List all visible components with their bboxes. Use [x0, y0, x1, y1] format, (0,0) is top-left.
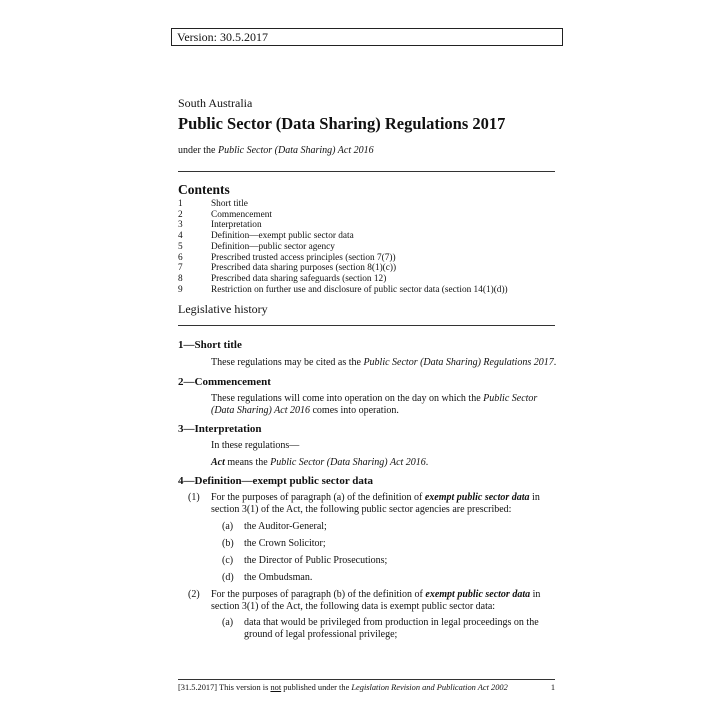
section-4-heading: 4—Definition—exempt public sector data: [178, 475, 374, 487]
paragraph-number: (d): [222, 572, 234, 583]
toc-item[interactable]: [178, 199, 508, 210]
paragraph-text: the Crown Solicitor;: [244, 538, 326, 549]
toc-label: Restriction on further use and disclosure of public sector data (section 14(1)(d)): [211, 284, 508, 295]
toc-number: 9: [178, 284, 183, 295]
toc-item[interactable]: [178, 210, 508, 221]
toc-item[interactable]: [178, 285, 508, 296]
act-name: Public Sector (Data Sharing) Act 2016: [270, 457, 426, 468]
text-run: These regulations will come into operation on the day on which the: [211, 393, 484, 404]
act-name: Public Sector: [483, 393, 538, 404]
text-run: comes into operation.: [309, 405, 399, 416]
paragraph-text: the Director of Public Prosecutions;: [244, 555, 388, 566]
section-1-text: [211, 357, 556, 370]
footer-text: [31.5.2017] This version is: [178, 683, 271, 692]
citation-name: Public Sector (Data Sharing) Regulations 2017: [363, 357, 554, 368]
toc-label: Prescribed trusted access principles (section 7(7)): [211, 252, 396, 263]
toc-label: Definition—exempt public sector data: [211, 231, 354, 242]
section-2-heading: 2—Commencement: [178, 376, 271, 388]
paragraph-number: (a): [222, 617, 234, 628]
text-run: in: [529, 492, 540, 503]
section-3-definition: [211, 457, 428, 470]
toc-item[interactable]: [178, 253, 508, 264]
section-2-text-line-2: [211, 405, 399, 418]
text-run: means the: [224, 457, 271, 468]
toc-number: 7: [178, 263, 183, 274]
toc-number: 3: [178, 220, 183, 231]
toc-label: Prescribed data sharing purposes (section 8(1)(c)): [211, 263, 397, 274]
divider: [178, 325, 555, 326]
toc-item[interactable]: [178, 274, 508, 285]
defined-term: exempt public sector data: [424, 492, 530, 503]
toc-number: 6: [178, 252, 183, 263]
text-run: These regulations may be cited as the: [211, 357, 364, 368]
footer-divider: [178, 679, 555, 680]
toc-number: 5: [178, 241, 183, 252]
enabling-act-name: Public Sector (Data Sharing) Act 2016: [218, 145, 374, 156]
contents-list: [178, 199, 508, 295]
text-run: .: [553, 357, 557, 368]
page-footer: [178, 683, 555, 692]
paragraph-text: the Ombudsman.: [244, 572, 313, 583]
footer-text: published under the: [281, 683, 352, 692]
subsection-2-line-2: section 3(1) of the Act, the following data is exempt public sector data:: [211, 601, 496, 612]
paragraph-text: the Auditor-General;: [244, 521, 327, 532]
footer-emphasis: not: [270, 683, 282, 692]
paragraph-text-line-1: data that would be privileged from production in legal proceedings on the: [244, 617, 539, 628]
section-3-heading: 3—Interpretation: [178, 423, 262, 435]
section-3-intro: In these regulations—: [211, 440, 300, 451]
toc-item[interactable]: [178, 220, 508, 231]
subsection-1-line-2: section 3(1) of the Act, the following public sector agencies are prescribed:: [211, 504, 512, 515]
subsection-1-line-1: [211, 492, 540, 505]
subsection-number: (2): [188, 589, 200, 600]
section-2-text-line-1: [211, 393, 537, 406]
paragraph-number: (a): [222, 521, 234, 532]
document-title: Public Sector (Data Sharing) Regulations 2017: [178, 114, 506, 133]
toc-number: 4: [178, 231, 183, 242]
toc-label: Interpretation: [211, 220, 262, 231]
version-box: Version: 30.5.2017: [171, 28, 563, 46]
toc-number: 8: [178, 273, 183, 284]
enabling-act-line: [178, 145, 374, 156]
toc-item[interactable]: [178, 242, 508, 253]
text-run: For the purposes of paragraph (b) of the definition of: [211, 589, 426, 600]
defined-term: exempt public sector data: [425, 589, 531, 600]
toc-item[interactable]: [178, 263, 508, 274]
toc-number: 1: [178, 199, 183, 209]
subsection-2-line-1: [211, 589, 540, 602]
legislative-history-link[interactable]: Legislative history: [178, 302, 268, 316]
paragraph-number: (c): [222, 555, 234, 566]
paragraph-text-line-2: ground of legal professional privilege;: [244, 629, 398, 640]
paragraph-number: (b): [222, 538, 234, 549]
enabling-prefix: under the: [178, 145, 218, 156]
text-run: .: [425, 457, 429, 468]
toc-item[interactable]: [178, 231, 508, 242]
defined-term: Act: [211, 457, 225, 468]
toc-label: Short title: [211, 199, 248, 209]
footer-act-name: Legislation Revision and Publication Act 2002: [351, 683, 508, 692]
toc-number: 2: [178, 209, 183, 220]
contents-heading: Contents: [178, 182, 230, 197]
page-number: 1: [550, 683, 555, 692]
text-run: For the purposes of paragraph (a) of the definition of: [211, 492, 425, 503]
divider: [178, 171, 555, 172]
act-name: (Data Sharing) Act 2016: [211, 405, 310, 416]
toc-label: Prescribed data sharing safeguards (section 12): [211, 273, 387, 284]
toc-label: Definition—public sector agency: [211, 241, 335, 252]
text-run: in: [530, 589, 541, 600]
subsection-number: (1): [188, 492, 200, 503]
toc-label: Commencement: [211, 209, 272, 220]
section-1-heading: 1—Short title: [178, 339, 242, 351]
jurisdiction: South Australia: [178, 96, 253, 110]
